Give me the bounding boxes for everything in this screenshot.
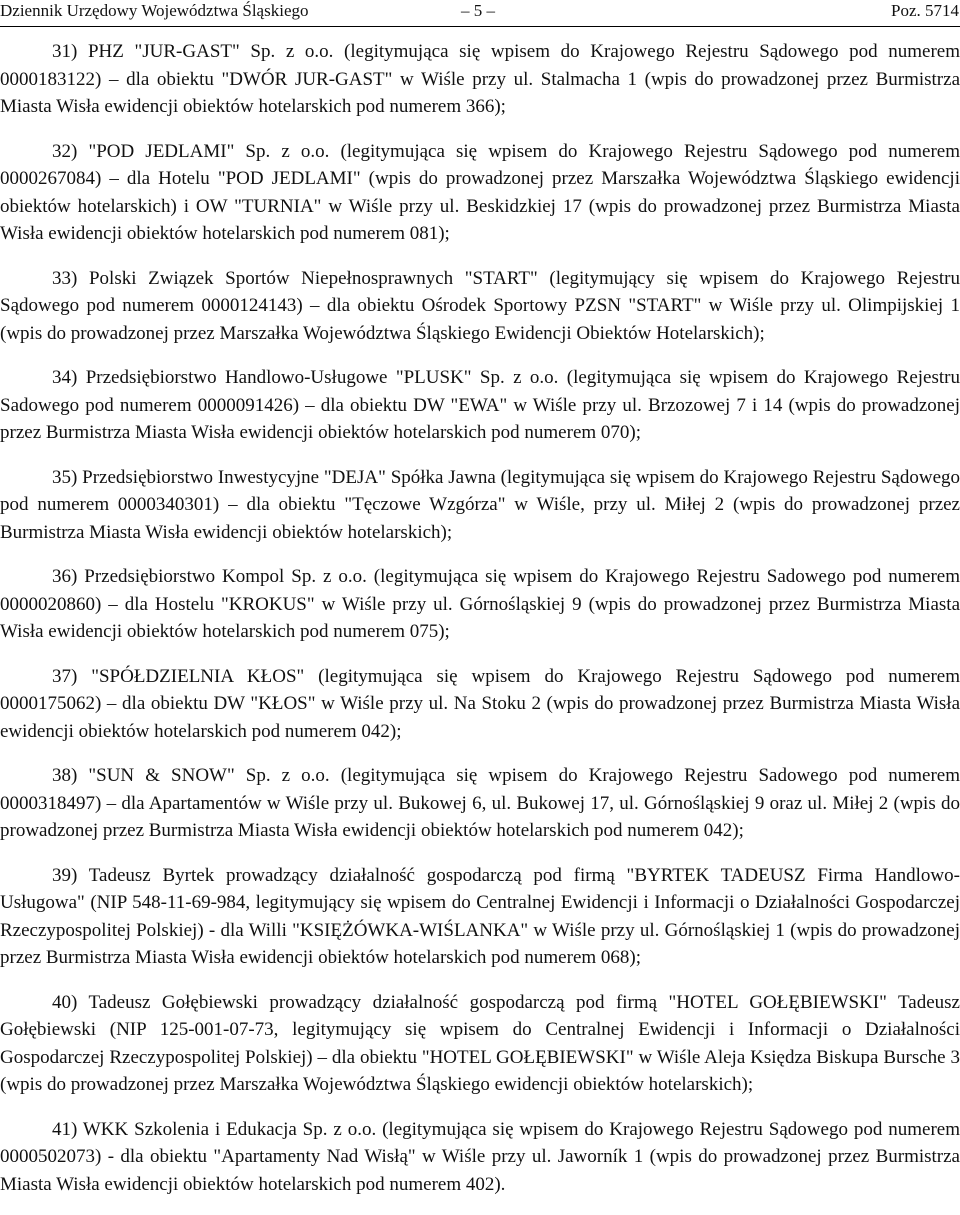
item-text: WKK Szkolenia i Edukacja Sp. z o.o. (legitymująca się wpisem do Krajowego Rejestru Sądowego pod numerem 0000502073) - dla obiektu "Apartamenty Nad Wisłą" w Wiśle przy ul. Jaworník 1 (wpis do prowadzonej przez Burmistrza Miasta Wisła ewidencji obiektów hotelarskich pod numerem 402). [0,1118,960,1195]
item-text: Polski Związek Sportów Niepełnosprawnych "START" (legitymujący się wpisem do Krajowego Rejestru Sądowego pod numerem 0000124143) – dla obiektu Ośrodek Sportowy PZSN "START" w Wiśle przy ul. Olimpijskiej 1 (wpis do prowadzonej przez Marszałka Województwa Śląskiego Ewidencji Obiektów Hotelarskich); [0,267,960,344]
item-number: 38) [52,765,78,786]
item-number: 40) [52,991,78,1013]
list-item [0,989,960,1099]
item-number: 41) [52,1118,78,1140]
item-text: Tadeusz Gołębiewski prowadzący działalność gospodarczą pod firmą "HOTEL GOŁĘBIEWSKI" Tadeusz Gołębiewski (NIP 125-001-07-73, legitymujący się wpisem do Centralnej Ewidencji i Informacji o Działalności Gospodarczej Rzeczypospolitej Polskiej) – dla obiektu "HOTEL GOŁĘBIEWSKI" w Wiśle Aleja Księdza Biskupa Bursche 3 (wpis do prowadzonej przez Marszałka Województwa Śląskiego ewidencji obiektów hotelarskich); [0,991,960,1095]
journal-title: Dziennik Urzędowy Województwa Śląskiego [0,1,309,20]
item-number: 35) [52,466,78,488]
list-item [0,1116,960,1199]
item-text: Przedsiębiorstwo Kompol Sp. z o.o. (legitymująca się wpisem do Krajowego Rejestru Sadowego pod numerem 0000020860) – dla Hostelu "KROKUS" w Wiśle przy ul. Górnośląskiej 9 (wpis do prowadzonej przez Burmistrza Miasta Wisła ewidencji obiektów hotelarskich pod numerem 075); [0,566,960,642]
item-number: 39) [52,864,78,886]
document-body [0,38,960,1215]
list-item [0,364,960,447]
item-number: 32) [52,140,78,162]
list-item [0,38,960,121]
item-number: 34) [52,367,78,388]
item-text: "SUN & SNOW" Sp. z o.o. (legitymująca się wpisem do Krajowego Rejestru Sadowego pod numerem 0000318497) – dla Apartamentów w Wiśle przy ul. Bukowej 6, ul. Bukowej 17, ul. Górnośląskiej 9 oraz ul. Miłej 2 (wpis do prowadzonej przez Burmistrza Miasta Wisła ewidencji obiektów hotelarskich pod numerem 042); [0,765,960,841]
item-text: "POD JEDLAMI" Sp. z o.o. (legitymująca się wpisem do Krajowego Rejestru Sądowego pod numerem 0000267084) – dla Hotelu "POD JEDLAMI" (wpis do prowadzonej przez Marszałka Województwa Śląskiego ewidencji obiektów hotelarskich) i OW "TURNIA" w Wiśle przy ul. Beskidzkiej 17 (wpis do prowadzonej przez Burmistrza Miasta Wisła ewidencji obiektów hotelarskich pod numerem 081); [0,140,960,244]
list-item [0,762,960,845]
list-item [0,138,960,248]
item-text: "SPÓŁDZIELNIA KŁOS" (legitymująca się wpisem do Krajowego Rejestru Sądowego pod numerem 0000175062) – dla obiektu DW "KŁOS" w Wiśle przy ul. Na Stoku 2 (wpis do prowadzonej przez Burmistrza Miasta Wisła ewidencji obiektów hotelarskich pod numerem 042); [0,665,960,742]
list-item [0,464,960,547]
page-number: – 5 – [461,1,495,20]
position-number: Poz. 5714 [891,1,959,20]
item-text: PHZ "JUR-GAST" Sp. z o.o. (legitymująca się wpisem do Krajowego Rejestru Sądowego pod numerem 0000183122) – dla obiektu "DWÓR JUR-GAST" w Wiśle przy ul. Stalmacha 1 (wpis do prowadzonej przez Burmistrza Miasta Wisła ewidencji obiektów hotelarskich pod numerem 366); [0,41,960,117]
item-number: 33) [52,267,78,289]
list-item [0,663,960,746]
page-header [0,0,960,27]
list-item [0,265,960,348]
item-text: Tadeusz Byrtek prowadzący działalność gospodarczą pod firmą "BYRTEK TADEUSZ Firma Handlowo-Usługowa" (NIP 548-11-69-984, legitymujący się wpisem do Centralnej Ewidencji i Informacji o Działalności Gospodarczej Rzeczypospolitej Polskiej) - dla Willi "KSIĘŻÓWKA-WIŚLANKA" w Wiśle przy ul. Górnośląskiej 1 (wpis do prowadzonej przez Burmistrza Miasta Wisła ewidencji obiektów hotelarskich pod numerem 068); [0,864,960,968]
item-text: Przedsiębiorstwo Handlowo-Usługowe "PLUSK" Sp. z o.o. (legitymująca się wpisem do Krajowego Rejestru Sadowego pod numerem 0000091426) – dla obiektu DW "EWA" w Wiśle przy ul. Brzozowej 7 i 14 (wpis do prowadzonej przez Burmistrza Miasta Wisła ewidencji obiektów hotelarskich pod numerem 070); [0,367,960,443]
item-number: 36) [52,566,78,587]
item-number: 37) [52,665,78,687]
item-text: Przedsiębiorstwo Inwestycyjne "DEJA" Spółka Jawna (legitymująca się wpisem do Krajowego Rejestru Sądowego pod numerem 0000340301) – dla obiektu "Tęczowe Wzgórza" w Wiśle, przy ul. Miłej 2 (wpis do prowadzonej przez Burmistrza Miasta Wisła ewidencji obiektów hotelarskich); [0,466,960,543]
list-item [0,862,960,972]
list-item [0,563,960,646]
item-number: 31) [52,41,78,62]
